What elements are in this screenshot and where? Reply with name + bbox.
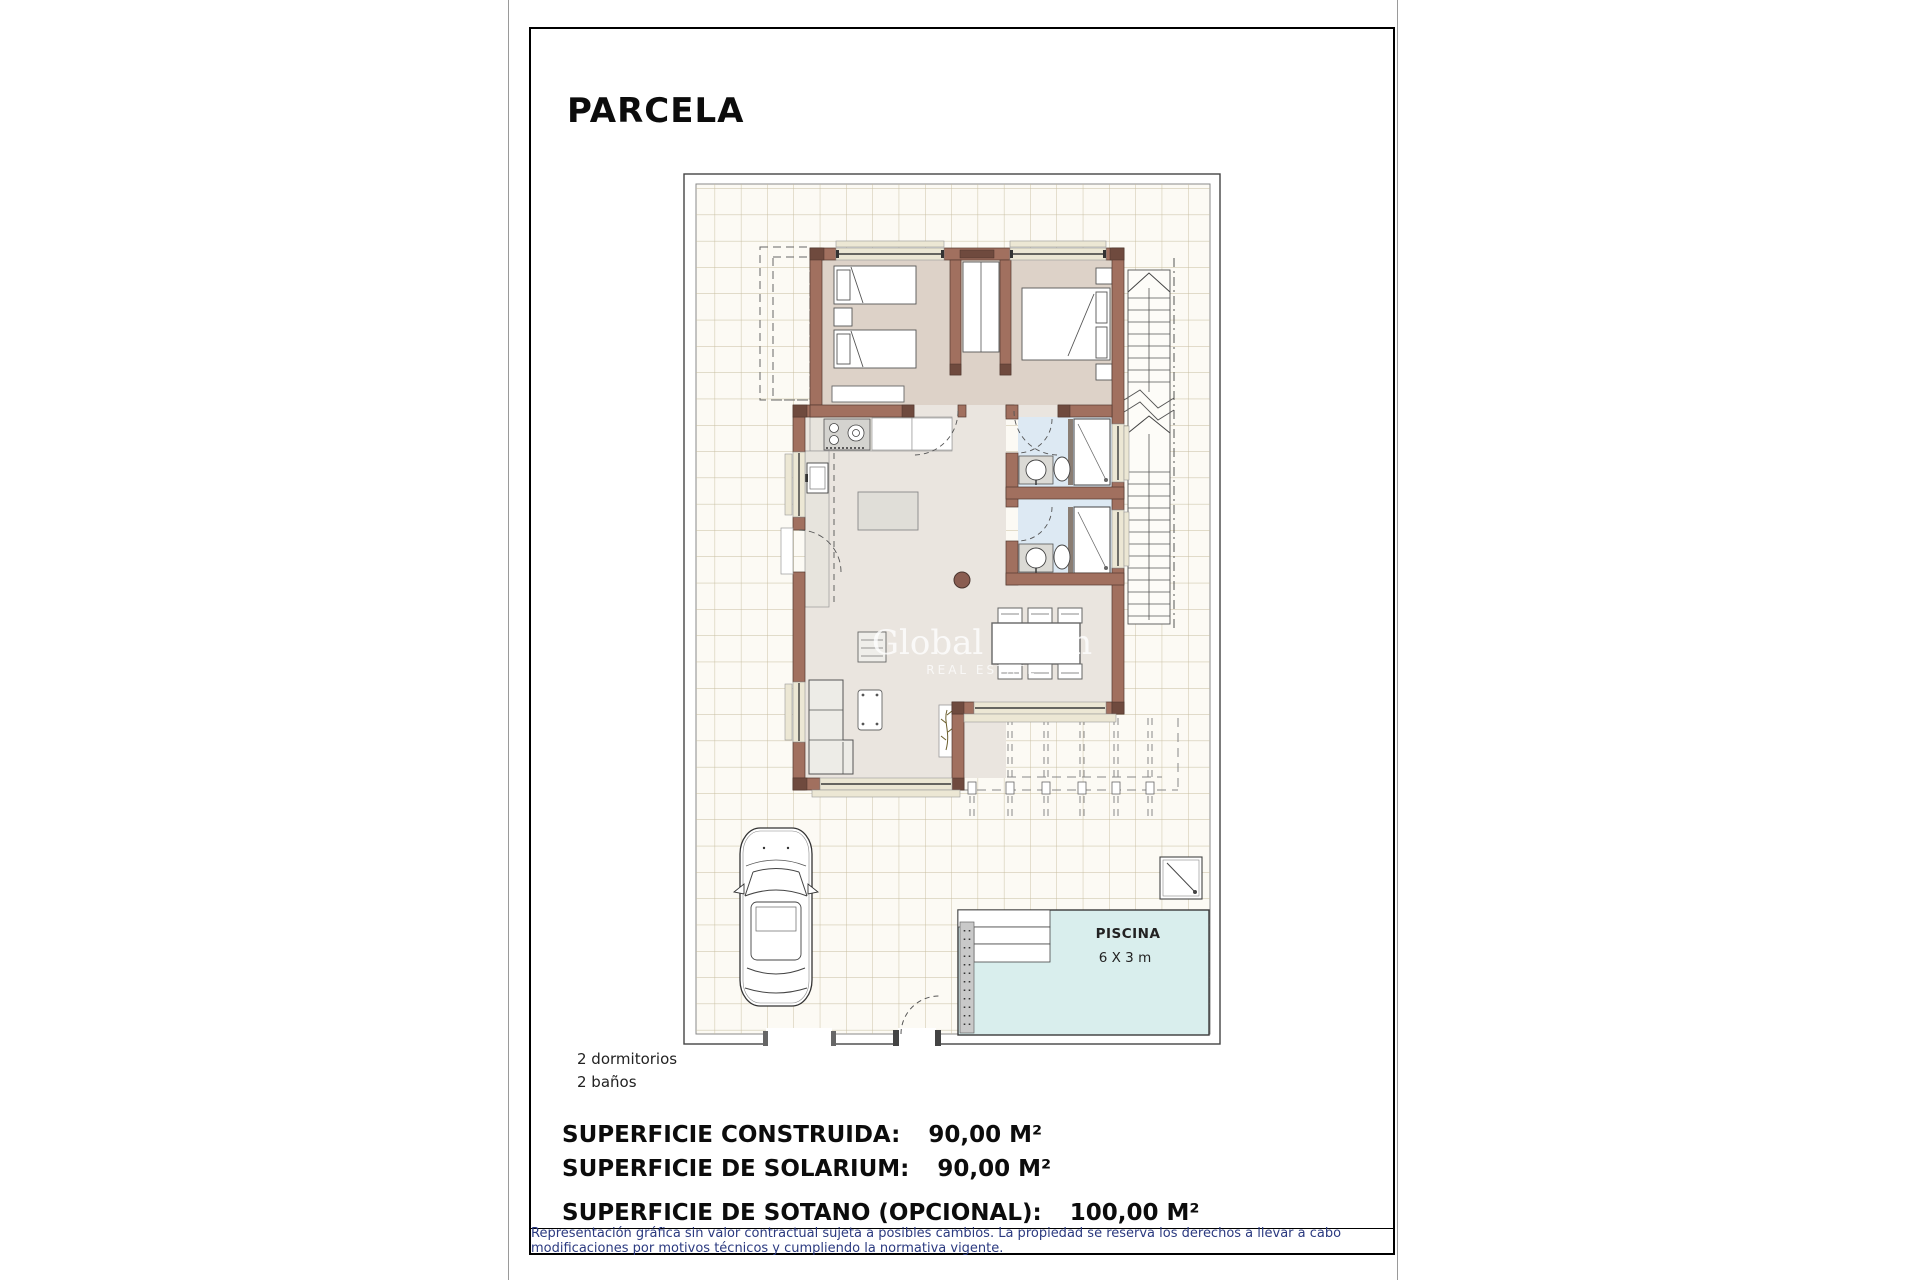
coffee-table-icon <box>858 690 882 730</box>
surface-basement-value: 100,00 M² <box>1069 1200 1200 1226</box>
surface-line-built <box>562 1122 1199 1156</box>
drawing-frame <box>529 27 1395 1255</box>
driveway-gate <box>763 1028 836 1048</box>
surface-built-label: SUPERFICIE CONSTRUIDA: <box>562 1122 901 1148</box>
surface-built-value: 90,00 M² <box>928 1122 1043 1148</box>
watermark-line2: REAL ESTATE <box>926 663 1038 677</box>
pool-roman-steps <box>960 922 974 1033</box>
stove-icon <box>824 419 870 450</box>
bathrooms-count: 2 baños <box>577 1073 637 1091</box>
surface-line-solarium <box>562 1156 1199 1190</box>
wardrobe <box>963 262 999 352</box>
floor-plan <box>662 162 1242 1062</box>
bedrooms-count: 2 dormitorios <box>577 1050 678 1068</box>
page-title: PARCELA <box>567 91 745 131</box>
kitchen-island <box>858 492 918 530</box>
column <box>954 572 970 588</box>
pool-size-label: 6 X 3 m <box>1098 950 1152 966</box>
outdoor-shower-icon <box>1160 857 1202 899</box>
car-icon <box>734 828 818 1006</box>
watermark-line1: Global Spain <box>871 623 1093 663</box>
surface-summary <box>562 1122 1199 1234</box>
floor-plan-svg <box>662 162 1242 1062</box>
surface-solarium-value: 90,00 M² <box>937 1156 1052 1182</box>
drawing-sheet <box>508 0 1398 1280</box>
sink-icon <box>803 463 828 493</box>
pool <box>958 910 1209 1035</box>
surface-solarium-label: SUPERFICIE DE SOLARIUM: <box>562 1156 910 1182</box>
surface-basement-label: SUPERFICIE DE SOTANO (OPCIONAL): <box>562 1200 1042 1226</box>
feature-list <box>577 1048 677 1094</box>
pool-label: PISCINA <box>1095 926 1161 942</box>
external-staircase <box>1124 258 1174 632</box>
legal-disclaimer: Representación gráfica sin valor contractual sujeta a posibles cambios. La propiedad se reserva los derechos a llevar a cabo modificaciones por motivos técnicos y cumpliendo la normativa vigente. <box>531 1228 1393 1253</box>
